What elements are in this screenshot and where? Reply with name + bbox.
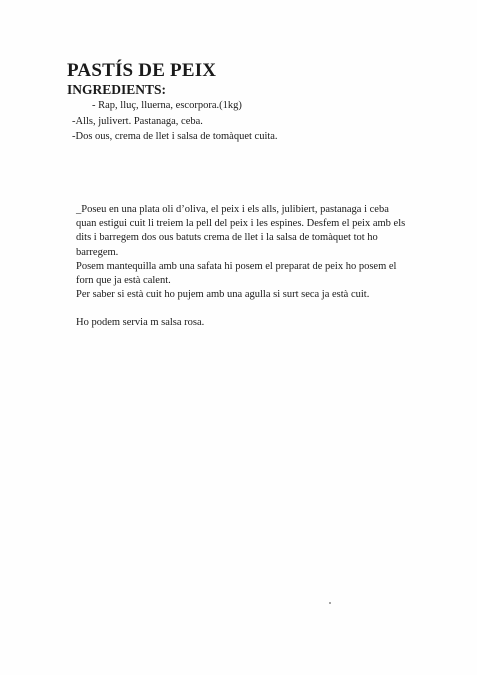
ingredient-item-vegetables: -Alls, julivert. Pastanaga, ceba. [72,115,203,127]
method-paragraph-prep: _Poseu en una plata oli d’oliva, el peix i els alls, julibiert, pastanaga i ceba quan estigui cuit li treiem la pell del peix i les espines. Desfem el peix amb els dits i barregem dos ous batuts crema de llet i la salsa de tomàquet tot ho barregem. [76,204,406,258]
method-paragraph-oven: Posem mantequilla amb una safata hi posem el preparat de peix ho posem el forn que ja està calent. [76,260,397,287]
recipe-title: PASTÍS DE PEIX [67,60,217,81]
ingredient-item-fish: - Rap, lluç, lluerna, escorpora.(1kg) [92,100,242,111]
ingredients-heading: INGREDIENTS: [67,82,167,97]
method-paragraph-test: Per saber si està cuit ho pujem amb una agulla si surt seca ja està cuit. [76,289,370,301]
ingredient-item-eggs-cream: -Dos ous, crema de llet i salsa de tomàquet cuita. [72,131,278,142]
method-text [76,203,406,331]
ingredients-list [72,98,278,145]
scan-speck [329,602,331,604]
method-paragraph-serve: Ho podem servia m salsa rosa. [76,317,205,329]
